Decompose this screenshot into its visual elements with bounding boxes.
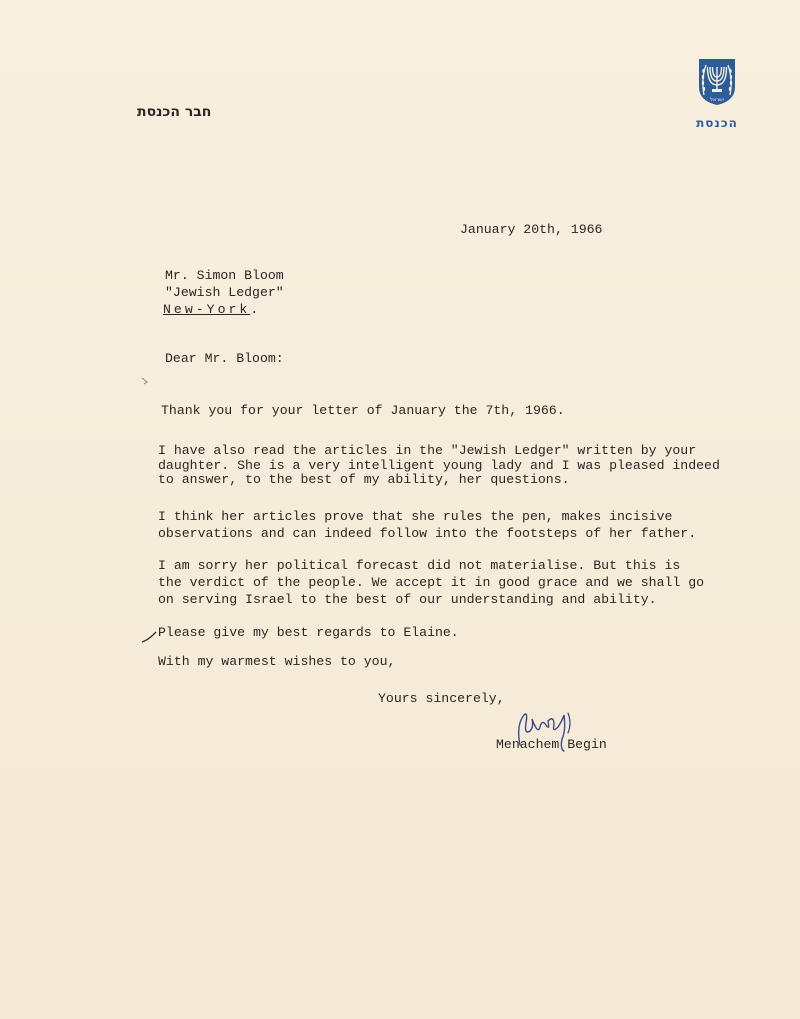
paragraph-3-line: observations and can indeed follow into the footsteps of her father.: [158, 526, 697, 541]
letterhead-knesset-label: הכנסת: [696, 116, 738, 130]
knesset-emblem-icon: [696, 57, 738, 107]
recipient-organization: "Jewish Ledger": [165, 285, 284, 300]
letter-date: January 20th, 1966: [460, 222, 603, 237]
paragraph-4-line: on serving Israel to the best of our understanding and ability.: [158, 592, 657, 607]
paragraph-2-line: I have also read the articles in the "Jewish Ledger" written by your: [158, 443, 697, 458]
recipient-city: [163, 302, 258, 318]
paragraph-6: With my warmest wishes to you,: [158, 654, 396, 669]
svg-text:ישראל: ישראל: [710, 97, 724, 103]
salutation: Dear Mr. Bloom:: [165, 351, 284, 366]
paragraph-5: Please give my best regards to Elaine.: [158, 625, 459, 640]
paragraph-4-line: the verdict of the people. We accept it in good grace and we shall go: [158, 575, 705, 590]
ink-mark: [140, 376, 150, 386]
recipient-city-name: New-York: [163, 302, 251, 317]
ink-mark: [140, 630, 158, 644]
paragraph-2-line: to answer, to the best of my ability, her questions.: [158, 472, 570, 487]
paragraph-1: Thank you for your letter of January the 7th, 1966.: [161, 403, 565, 418]
recipient-name: Mr. Simon Bloom: [165, 268, 284, 283]
paragraph-4-line: I am sorry her political forecast did not materialise. But this is: [158, 558, 681, 573]
paragraph-3-line: I think her articles prove that she rules the pen, makes incisive: [158, 509, 673, 524]
paragraph-2-line: daughter. She is a very intelligent young lady and I was pleased indeed: [158, 458, 720, 473]
signatory-name: Menachem Begin: [496, 737, 607, 752]
recipient-city-period: .: [250, 302, 259, 317]
closing: Yours sincerely,: [378, 691, 505, 706]
letterhead-member-title: חבר הכנסת: [137, 104, 212, 120]
